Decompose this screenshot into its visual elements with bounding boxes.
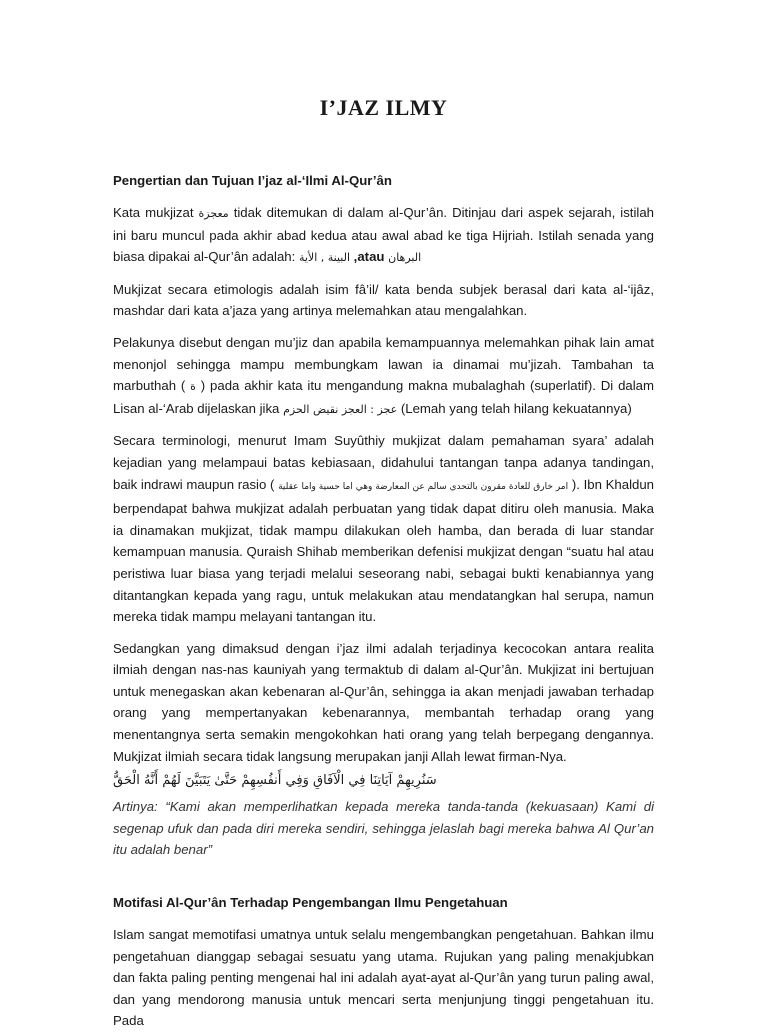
paragraph-ijaz-ilmi: Sedangkan yang dimaksud dengan i’jaz ilmi adalah terjadinya kecocokan antara realita ilmiah dengan nas-nas kauniyah yang termaktub di dalam al-Qur’ân. Mukjizat ini bertujuan untuk menegaskan akan kebenaran al-Qur’ân, sehingga ia akan menjadi jawaban terhadap orang yang mempertanyakan kebenarannya, membantah terhadap orang yang menentangnya serta semakin mengokohkan hati orang yang telah berpegang dengannya. Mukjizat ilmiah secara tidak langsung merupakan janji Allah lewat firman-Nya. [113, 640, 654, 764]
section-heading-pengertian: Pengertian dan Tujuan I’jaz al-‘Ilmi Al-Qur’ân [113, 173, 392, 188]
arabic-text: البينة , الأية [298, 251, 351, 265]
arabic-text: ة [190, 380, 196, 394]
arabic-text: معجزة [198, 207, 229, 220]
text-span: ,atau [350, 249, 389, 265]
section-heading-motifasi: Motifasi Al-Qur’ân Terhadap Pengembangan Ilmu Pengetahuan [113, 895, 508, 911]
arabic-text: عجز : العجز نقيض الحزم [283, 402, 398, 416]
text-span: ). Ibn Khaldun berpendapat bahwa mukjizat adalah perbuatan yang tidak dapat ditiru oleh manusia. Maka ia dinamakan mukjizat, tidak mampu dilakukan oleh hamba, dan berada di luar standar kemampuan manusia. Quraish Shihab memberikan defenisi mukjizat dengan “suatu hal atau peristiwa luar biasa yang terjadi melalui seseorang nabi, sebagai bukti kenabiannya yang ditantangkan kepada yang ragu, untuk melakukan atau mendatangkan hal serupa, namun mereka tidak mampu melayani tantangan itu. [113, 476, 655, 625]
text-span: (Lemah yang telah hilang kekuatannya) [397, 400, 632, 416]
paragraph-etimologi: Mukjizat secara etimologis adalah isim fâ’il/ kata benda subjek berasal dari kata al-‘ijâz, mashdar dari kata a’jaza yang artinya melemahkan atau mengalahkan. [113, 281, 654, 319]
document-title: I’JAZ ILMY [319, 95, 448, 120]
paragraph-terminologi [113, 430, 654, 627]
text-span: Secara terminologi, menurut Imam Suyûthiy mukjizat dalam pemahaman syara’ adalah kejadian yang melampaui batas kebiasaan, didahului tantangan tanpa adanya tandingan, baik indrawi maupun rasio ( [113, 433, 654, 492]
paragraph-motifasi: Islam sangat memotifasi umatnya untuk selalu mengembangkan pengetahuan. Bahkan ilmu pengetahuan dianggap sebagai sesuatu yang utama. Rujukan yang paling menakjubkan dan fakta paling penting mengenai hal ini adalah ayat-ayat al-Qur’ân yang turun paling awal, dan yang mendorong manusia untuk mencari serta menjunjung tinggi pengetahuan itu. Pada [113, 927, 654, 1029]
text-span: tidak ditemukan di dalam al-Qur’ân. Ditinjau dari aspek sejarah, istilah ini baru muncul pada akhir abad kedua atau awal abad ke tiga Hijriah. Istilah senada yang biasa dipakai al-Qur’ân adalah: [113, 205, 654, 265]
paragraph-mukjizat-intro [113, 202, 654, 269]
text-span: Pelakunya disebut dengan mu’jiz dan apabila kemampuannya melemahkan pihak lain amat menonjol sehingga mampu membungkam lawan ia dinamai mu’jizah. Tambahan ta marbuthah ( [113, 334, 654, 394]
paragraph-mujiz [113, 332, 654, 420]
verse-translation: Artinya: “Kami akan memperlihatkan kepada mereka tanda-tanda (kekuasaan) Kami di segenap ufuk dan pada diri mereka sendiri, sehingga jelaslah bagi mereka bahwa Al Qur’an itu adalah benar” [113, 799, 654, 858]
text-span: ) pada akhir kata itu mengandung makna mubalaghah (superlatif). Di dalam Lisan al-‘Arab dijelaskan jika [113, 378, 654, 416]
quran-verse: سَنُرِيهِمْ آيَاتِنَا فِي الْآفَاقِ وَفِي أَنفُسِهِمْ حَتَّىٰ يَتَبَيَّنَ لَهُمْ أَنَّهُ الْحَقُّ [113, 773, 437, 789]
arabic-text: امر خارق للعادة مقرون بالتحدي سالم عن المعارضة وهي اما حسية واما عقلية [278, 481, 569, 492]
arabic-text: البرهان [388, 251, 422, 265]
text-span: Kata mukjizat [113, 205, 199, 220]
